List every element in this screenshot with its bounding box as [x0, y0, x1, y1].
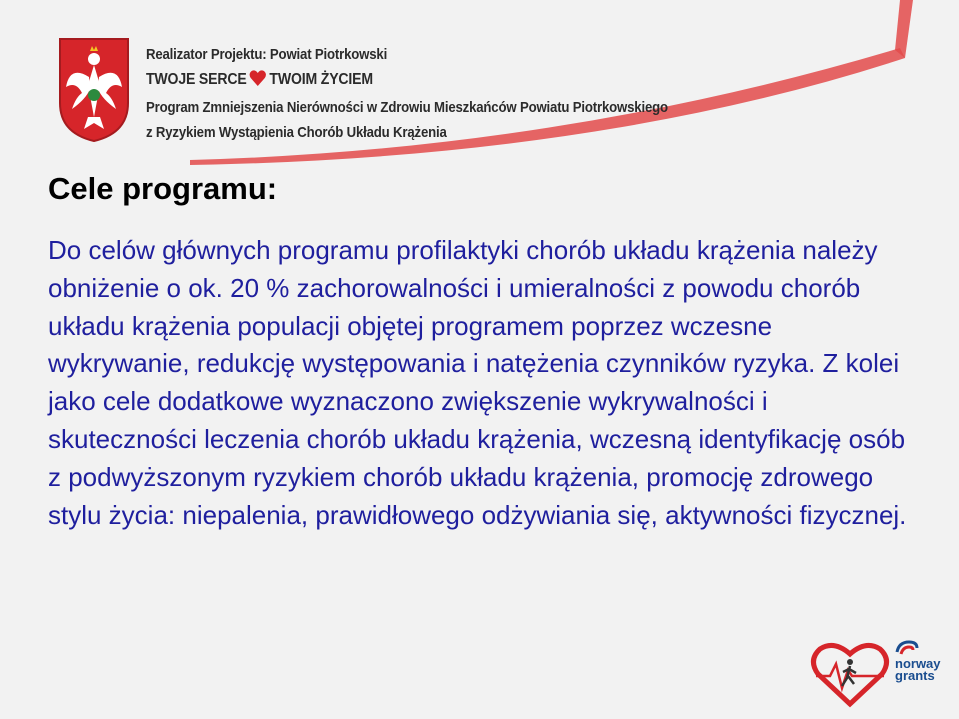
header-realizator: Realizator Projektu: Powiat Piotrkowski — [146, 46, 388, 63]
heart-icon — [249, 69, 267, 95]
coat-of-arms-icon — [58, 37, 130, 143]
header-program-name: Program Zmniejszenia Nierówności w Zdrowiu Mieszkańców Powiatu Piotrkowskiego — [146, 99, 668, 116]
header-text-block — [146, 42, 739, 145]
slide-body-text: Do celów głównych programu profilaktyki chorób układu krążenia należy obniżenie o ok. 20 % zachorowalności i umieralności z powodu chorób układu krążenia populacji objętej programem poprzez wczesne wykrywanie, redukcję występowania i natężenia czynników ryzyka. Z kolei jako cele dodatkowe wyznaczono zwiększenie wykrywalności i skuteczności leczenia chorób układu krążenia, wczesną identyfikację osób z podwyższonym ryzykiem chorób układu krążenia, promocję zdrowego stylu życia: niepalenia, prawidłowego odżywiania się, aktywności fizycznej. — [48, 235, 907, 530]
norway-text-line2: grants — [895, 668, 935, 683]
header-slogan — [146, 67, 668, 95]
slide-header — [0, 0, 959, 170]
norway-text-line1: norway — [895, 656, 941, 671]
header-slogan-part1: TWOJE SERCE — [146, 71, 247, 88]
heart-runner-logo-icon — [810, 640, 890, 708]
norway-grants-text — [895, 658, 941, 682]
slide-title: Cele programu: — [48, 171, 278, 206]
norway-grants-icon — [895, 640, 919, 656]
header-program-subtitle: z Ryzykiem Wystąpienia Chorób Układu Krążenia — [146, 124, 447, 141]
header-slogan-part2: TWOIM ŻYCIEM — [269, 71, 373, 88]
norway-grants-logo — [893, 640, 949, 688]
